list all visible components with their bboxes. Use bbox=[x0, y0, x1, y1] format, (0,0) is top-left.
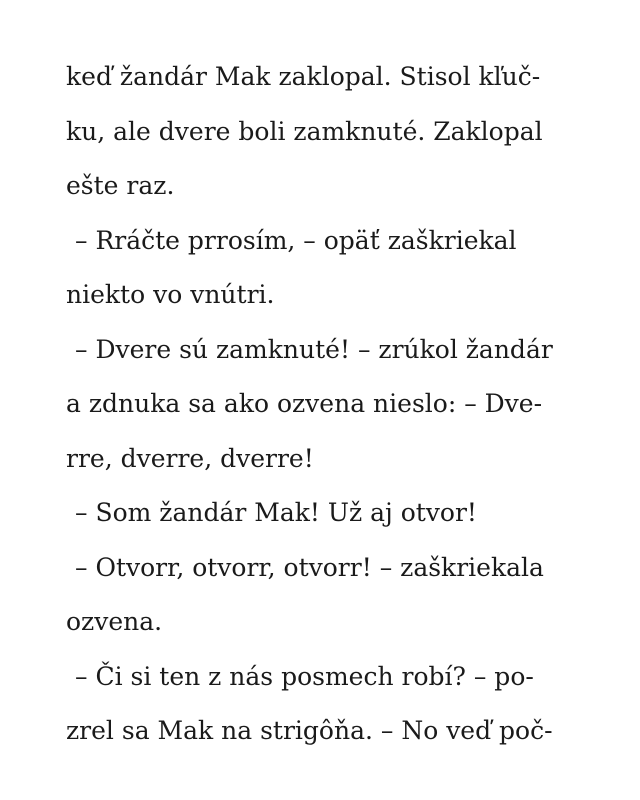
dialogue-line: – Dvere sú zamknuté! – zrúkol žandár bbox=[75, 334, 553, 364]
dialogue-line: – Či si ten z nás posmech robí? – po- bbox=[75, 661, 534, 691]
text-line: niekto vo vnútri. bbox=[66, 280, 275, 309]
text-line: ešte raz. bbox=[66, 171, 175, 200]
page-text bbox=[66, 50, 586, 759]
dialogue-line: – Rráčte prrosím, – opäť zaškriekal bbox=[75, 225, 517, 255]
text-line: keď žandár Mak zaklopal. Stisol kľuč- bbox=[66, 62, 541, 91]
dialogue-line: – Som žandár Mak! Už aj otvor! bbox=[75, 498, 477, 527]
text-line: a zdnuka sa ako ozvena nieslo: – Dve- bbox=[66, 389, 543, 418]
text-line: ozvena. bbox=[66, 607, 163, 636]
text-line: ku, ale dvere boli zamknuté. Zaklopal bbox=[66, 116, 543, 146]
text-line: rre, dverre, dverre! bbox=[66, 443, 314, 473]
text-line: zrel sa Mak na strigôňa. – No veď poč- bbox=[66, 716, 553, 745]
dialogue-line: – Otvorr, otvorr, otvorr! – zaškriekala bbox=[75, 552, 544, 582]
